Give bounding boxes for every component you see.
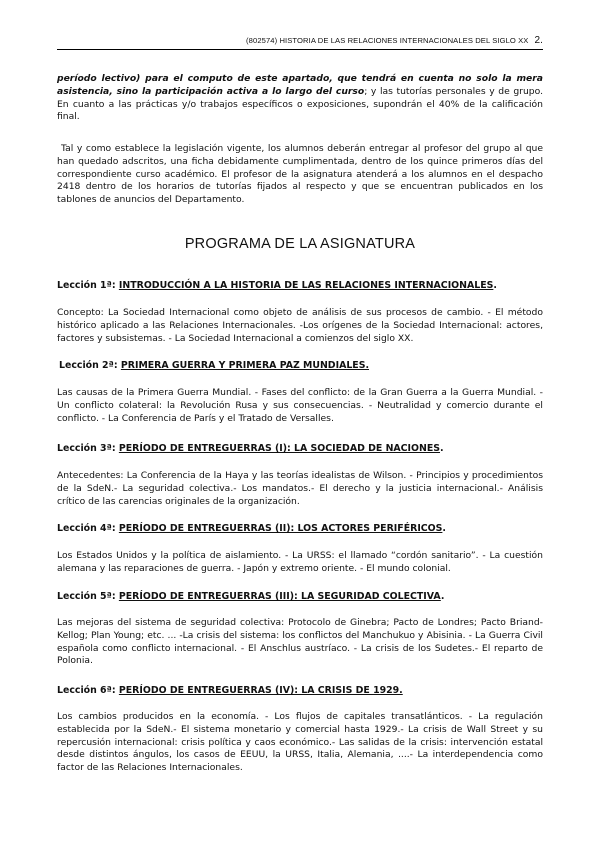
lesson-body: Los Estados Unidos y la política de aislamiento. - La URSS: el llamado “cordón sanitario”. - La cuestión alemana y las reparaciones de guerra. - Japón y extremo oriente. - El mundo colonial.	[57, 550, 543, 574]
page-number: 2.	[534, 35, 543, 46]
lesson-label: Lección 2ª:	[59, 360, 118, 371]
lesson-title: PERÍODO DE ENTREGUERRAS (II): LOS ACTORES PERIFÉRICOS	[118, 523, 443, 534]
lesson-heading	[57, 279, 543, 292]
lesson-title: PERÍODO DE ENTREGUERRAS (IV): LA CRISIS DE 1929.	[118, 685, 403, 696]
lesson-title: PRIMERA GUERRA Y PRIMERA PAZ MUNDIALES.	[120, 360, 370, 371]
lesson-title: PERÍODO DE ENTREGUERRAS (III): LA SEGURIDAD COLECTIVA	[118, 591, 441, 602]
lesson-label: Lección 6ª:	[57, 685, 116, 696]
lesson-title-end: .	[440, 591, 445, 602]
lesson-heading	[57, 442, 543, 455]
lesson-body: Las mejoras del sistema de seguridad colectiva: Protocolo de Ginebra; Pacto de Londres; Pacto Briand-Kellog; Plan Young; etc. ... -La crisis del sistema: los conflictos del Manchukuo y Abisinia. - La Guerra Civil española como conflicto internacional. - El Anschlus austríaco. - La crisis de los Sudetes.- El reparto de Polonia.	[57, 617, 543, 667]
lesson-label: Lección 5ª:	[57, 591, 116, 602]
lesson-title: PERÍODO DE ENTREGUERRAS (I): LA SOCIEDAD DE NACIONES	[118, 443, 441, 454]
intro-bold-text: período lectivo) para el computo de este apartado, que tendrá en cuenta no solo la mera asistencia, sino la participación activa a lo largo del curso	[57, 73, 543, 97]
lesson-body: Antecedentes: La Conferencia de la Haya y las teorías idealistas de Wilson. - Principios y procedimientos de la SdeN.- La seguridad colectiva.- Los mandatos.- El derecho y la justicia internacional.- Análisis crítico de las carencias originales de la organización.	[57, 470, 543, 507]
lesson-body: Las causas de la Primera Guerra Mundial. - Fases del conflicto: de la Gran Guerra a la Guerra Mundial. - Un conflicto colateral: la Revolución Rusa y sus consecuencias. - Neutralidad y comercio durante el conflicto. - La Conferencia de París y el Tratado de Versalles.	[57, 387, 543, 424]
lesson-body: Concepto: La Sociedad Internacional como objeto de análisis de sus procesos de cambio. - El método histórico aplicado a las Relaciones Internacionales. -Los orígenes de la Sociedad Internacional: actores, factores y subsistemas. - La Sociedad Internacional a comienzos del siglo XX.	[57, 307, 543, 344]
intro-paragraph-2: Tal y como establece la legislación vigente, los alumnos deberán entregar al profesor del grupo al que han quedado adscritos, una ficha debidamente cumplimentada, dentro de los quince primeros días del correspondiente curso académico. El profesor de la asignatura atenderá a los alumnos en el despacho 2418 dentro de los horarios de tutorías fijados al respecto y que se encuentran publicados en los tablones de anuncios del Departamento.	[57, 143, 543, 206]
program-title: PROGRAMA DE LA ASIGNATURA	[184, 236, 416, 252]
lesson-title-end: .	[442, 523, 446, 534]
lesson-label: Lección 3ª:	[57, 443, 116, 454]
lesson-heading	[57, 522, 543, 535]
lesson-label: Lección 4ª:	[57, 523, 116, 534]
lesson-title-end: .	[440, 443, 444, 454]
lesson-heading	[57, 684, 543, 697]
intro-paragraph-1	[57, 73, 543, 124]
lesson-body: Los cambios producidos en la economía. - Los flujos de capitales transatlánticos. - La regulación establecida por la SdeN.- El sistema monetario y comercial hasta 1929.- La crisis de Wall Street y su repercusión internacional: crisis política y caos económico.- Las salidas de la crisis: intervención estatal desde distintos ángulos, los casos de EEUU, la URSS, Italia, Alemania, ....- La interdependencia como factor de las Relaciones Internacionales.	[57, 711, 543, 774]
lesson-heading	[59, 359, 545, 372]
lesson-title: INTRODUCCIÓN A LA HISTORIA DE LAS RELACIONES INTERNACIONALES	[118, 280, 494, 291]
page-header	[57, 35, 543, 50]
lesson-heading	[57, 590, 543, 603]
header-course-title: (802574) HISTORIA DE LAS RELACIONES INTERNACIONALES DEL SIGLO XX	[246, 36, 529, 45]
lesson-title-end: .	[493, 280, 497, 291]
lesson-label: Lección 1ª:	[57, 280, 116, 291]
intro-rest-text: ; y las tutorías personales y de grupo. En cuanto a las prácticas y/o trabajos específicos o exposiciones, supondrán el 40% de la calificación final.	[57, 85, 543, 123]
